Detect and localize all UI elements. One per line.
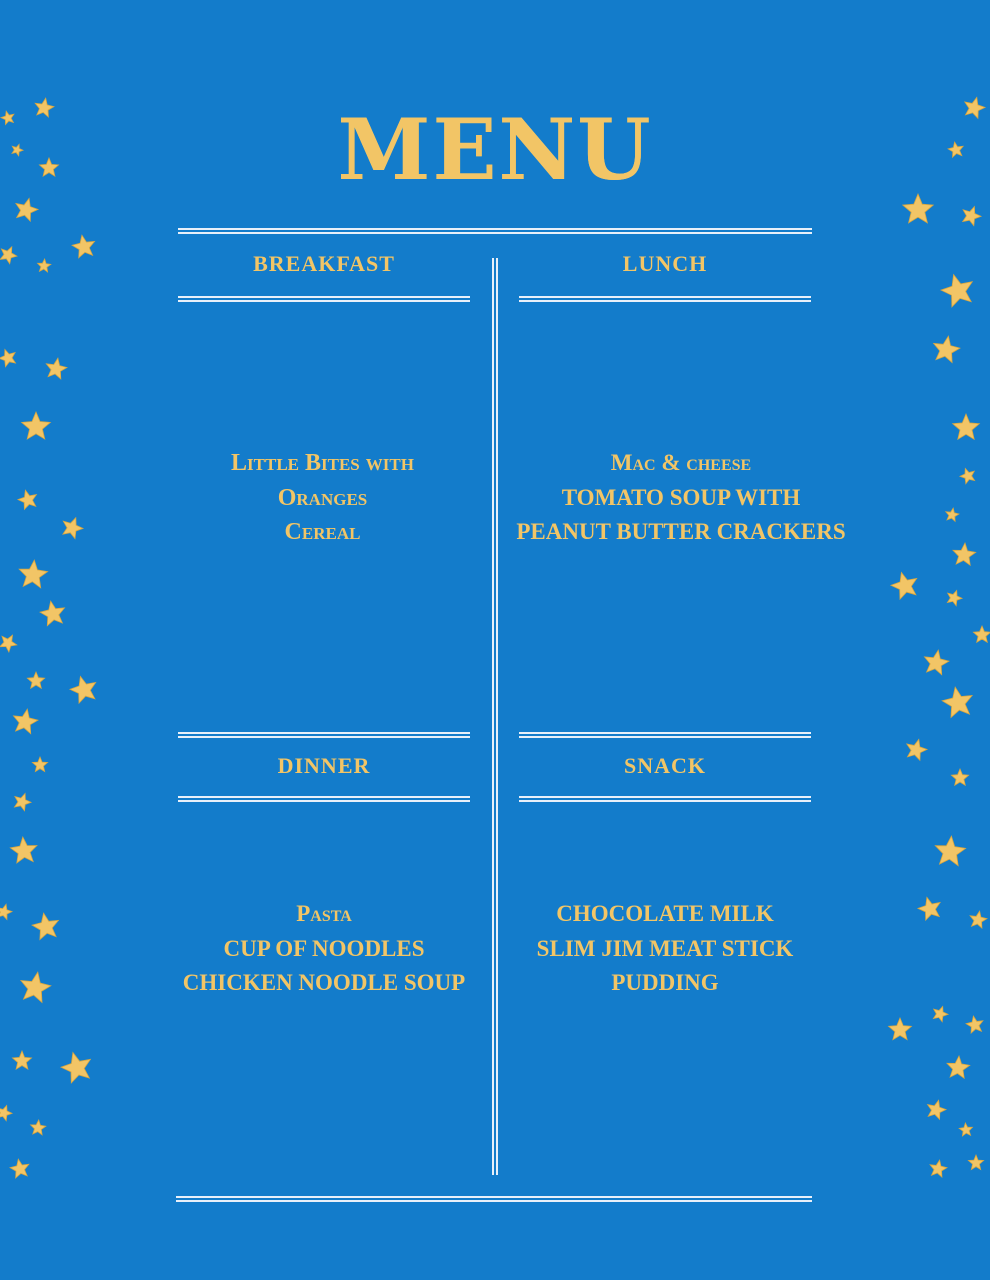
star-icon <box>942 687 972 717</box>
star-icon <box>973 626 990 642</box>
star-icon <box>970 911 987 928</box>
star-icon <box>15 794 32 811</box>
star-icon <box>0 350 16 367</box>
star-icon <box>70 677 96 704</box>
star-icon <box>38 259 51 272</box>
star-icon <box>0 247 17 264</box>
star-icon <box>63 518 83 539</box>
star-icon <box>933 1007 948 1022</box>
star-icon <box>947 1056 970 1078</box>
star-icon <box>966 1016 983 1033</box>
bottom-divider <box>176 1196 812 1202</box>
dinner-heading: DINNER <box>277 753 371 778</box>
breakfast-heading: BREAKFAST <box>253 251 395 276</box>
list-item: Mac & cheese <box>610 450 752 475</box>
star-icon <box>72 235 95 258</box>
list-item: SLIM JIM MEAT STICK <box>536 935 794 961</box>
star-icon <box>963 207 981 226</box>
star-icon <box>959 1123 972 1136</box>
lunch-divider <box>519 296 811 302</box>
star-icon <box>903 194 933 223</box>
dinner-top-divider <box>178 732 470 738</box>
star-icon <box>14 709 38 734</box>
star-icon <box>32 913 58 939</box>
star-icon <box>941 275 972 307</box>
star-icon <box>40 601 64 626</box>
dinner-divider <box>178 796 470 802</box>
star-icon <box>46 358 67 379</box>
star-icon <box>925 650 949 675</box>
star-icon <box>19 560 47 588</box>
breakfast-divider <box>178 296 470 302</box>
breakfast-items <box>150 446 495 550</box>
star-icon <box>22 412 51 439</box>
star-icon <box>953 543 976 565</box>
snack-heading: SNACK <box>623 753 706 778</box>
star-icon <box>16 198 38 221</box>
snack-divider <box>519 796 811 802</box>
star-icon <box>61 1053 90 1083</box>
star-icon <box>13 1051 32 1069</box>
star-icon <box>31 1120 46 1135</box>
star-icon <box>10 1159 29 1178</box>
list-item: Pasta <box>296 901 352 926</box>
star-icon <box>968 1155 983 1170</box>
star-icon <box>0 1106 12 1121</box>
list-item: CUP OF NOODLES <box>223 935 425 961</box>
star-icon <box>891 573 917 600</box>
star-icon <box>0 635 17 652</box>
list-item: Cereal <box>284 519 361 545</box>
list-item: TOMATO SOUP WITH <box>561 484 801 510</box>
star-icon <box>935 836 965 866</box>
menu-title: MENU <box>337 100 653 199</box>
star-icon <box>953 414 980 439</box>
star-icon <box>947 591 962 606</box>
star-icon <box>18 490 36 509</box>
star-icon <box>930 1160 947 1177</box>
list-item: CHOCOLATE MILK <box>556 901 774 926</box>
top-divider <box>178 228 812 234</box>
list-item: CHICKEN NOODLE SOUP <box>182 970 466 995</box>
center-divider <box>492 258 498 1175</box>
star-icon <box>946 508 959 521</box>
lunch-heading: LUNCH <box>622 251 708 276</box>
star-icon <box>928 1100 946 1119</box>
dinner-items <box>160 897 488 1001</box>
list-item: PEANUT BUTTER CRACKERS <box>516 519 846 544</box>
star-icon <box>934 336 960 362</box>
star-icon <box>889 1018 912 1040</box>
snack-top-divider <box>519 732 811 738</box>
list-item: PUDDING <box>611 970 719 995</box>
star-icon <box>907 739 927 760</box>
star-icon <box>27 672 44 688</box>
lunch-items <box>505 446 857 550</box>
star-icon <box>0 904 12 919</box>
star-icon <box>918 897 940 920</box>
star-icon <box>10 837 37 863</box>
list-item: Oranges <box>277 484 368 511</box>
star-icon <box>960 469 975 484</box>
list-item: Little Bites with <box>231 450 414 476</box>
star-icon <box>951 769 968 785</box>
snack-items <box>505 897 825 1001</box>
star-icon <box>32 757 47 772</box>
star-icon <box>21 972 51 1002</box>
